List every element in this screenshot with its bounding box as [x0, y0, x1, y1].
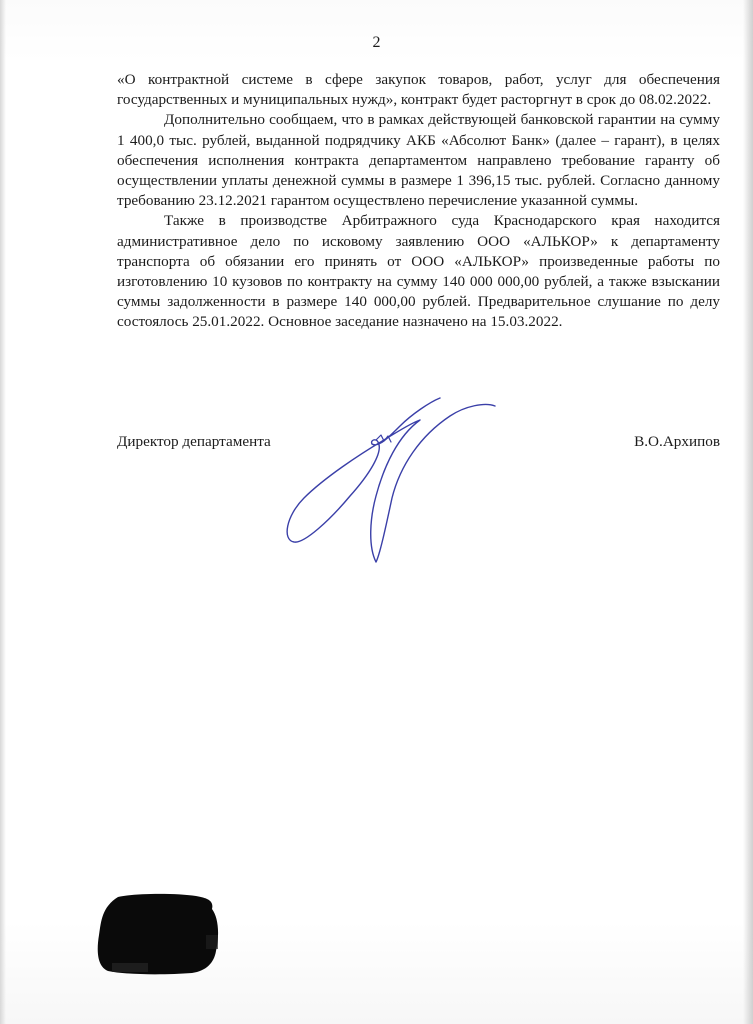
- page-shadow-right: [743, 0, 753, 1024]
- handwritten-signature: [280, 396, 500, 568]
- redaction-block: [96, 893, 221, 975]
- letter-body: [117, 70, 720, 333]
- paragraph-bank-guarantee: Дополнительно сообщаем, что в рамках действующей банковской гарантии на сумму 1 400,0 тыс. рублей, выданной подрядчику АКБ «Абсолют Банк» (далее – гарант), в целях обеспечения исполнения контракта департаментом направлено требование гаранту об осуществлении уплаты денежной суммы в размере 1 396,15 тыс. рублей. Согласно данному требованию 23.12.2021 гарантом осуществлено перечисление указанной суммы.: [117, 111, 720, 210]
- signatory-name: В.О.Архипов: [634, 433, 720, 450]
- signatory-title: Директор департамента: [117, 433, 271, 450]
- page-number: 2: [372, 34, 381, 51]
- page-shadow-left: [0, 0, 6, 1024]
- paragraph-continuation: «О контрактной системе в сфере закупок товаров, работ, услуг для обеспечения государственных и муниципальных нужд», контракт будет расторгнут в срок до 08.02.2022.: [117, 71, 720, 109]
- paragraph-arbitration-case: Также в производстве Арбитражного суда Краснодарского края находится административное дело по исковому заявлению ООО «АЛЬКОР» к департаменту транспорта об обязании его принять от ООО «АЛЬКОР» произведенные работы по изготовлению 10 кузовов по контракту на сумму 140 000 000,00 рублей, а также взыскании суммы задолженности в размере 140 000,00 рублей. Предварительное слушание по делу состоялось 25.01.2022. Основное заседание назначено на 15.03.2022.: [117, 212, 720, 331]
